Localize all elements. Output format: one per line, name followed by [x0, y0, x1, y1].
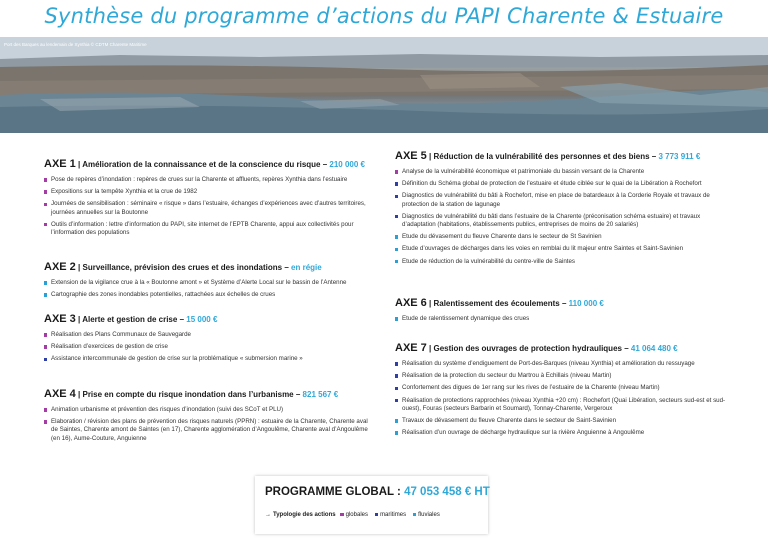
- square-bullet-icon: [44, 178, 47, 181]
- axe-title: Réduction de la vulnérabilité des personnes et des biens: [433, 152, 650, 161]
- axe-amount: 110 000 €: [568, 299, 604, 308]
- axe-number: AXE 5: [395, 150, 427, 162]
- action-item-text: Réalisation d’un ouvrage de décharge hydraulique sur la rivière Anguienne à Angoulême: [402, 429, 645, 437]
- action-item: [395, 213, 735, 229]
- axe-dash: –: [621, 344, 631, 353]
- action-item-text: Etude du dévasement du fleuve Charente dans le secteur de St Savinien: [402, 233, 602, 241]
- action-item-text: Réalisation de la protection du secteur du Martrou à Echillais (niveau Martin): [402, 372, 612, 380]
- axe-separator: |: [426, 152, 434, 161]
- axe-block: [44, 261, 374, 299]
- action-item-text: Assistance intercommunale de gestion de crise sur la problématique « submersion marine »: [51, 355, 303, 363]
- axe-amount: 821 567 €: [302, 390, 339, 399]
- action-item-text: Expositions sur la tempête Xynthia et la crue de 1982: [51, 188, 198, 196]
- square-icon: [413, 513, 416, 516]
- action-item-text: Animation urbanisme et prévention des risques d’inondation (suivi des SCoT et PLU): [51, 406, 284, 413]
- global-program-line: [265, 486, 490, 498]
- square-bullet-icon: [395, 317, 398, 320]
- axe-number: AXE 4: [44, 388, 76, 400]
- action-item-text: Journées de sensibilisation : séminaire « risque » dans l’estuaire, échanges d’expériences avec d’autres territoires, journées annuelles sur la Boutonne: [51, 200, 366, 216]
- square-bullet-icon: [395, 431, 398, 434]
- legend-label: Typologie des actions: [273, 512, 336, 518]
- action-type-legend: [265, 512, 445, 518]
- axe-heading: [44, 388, 374, 400]
- action-item: [395, 258, 735, 266]
- axe-heading: [44, 158, 374, 170]
- action-item-text: Travaux de dévasement du fleuve Charente dans le secteur de Saint-Savinien: [402, 417, 617, 425]
- action-item: [44, 406, 374, 414]
- axe-title: Surveillance, prévision des crues et des inondations: [82, 263, 283, 272]
- square-bullet-icon: [395, 362, 398, 365]
- action-item: [395, 372, 735, 380]
- global-program-box: [255, 476, 488, 534]
- action-item-text: Etude de ralentissement dynamique des crues: [402, 315, 530, 322]
- axe-separator: |: [75, 263, 83, 272]
- action-item-text: Etude de réduction de la vulnérabilité du centre-ville de Saintes: [402, 257, 576, 265]
- axe-amount: 15 000 €: [186, 315, 218, 324]
- action-item: [395, 192, 735, 208]
- legend-item-globale: globales: [340, 512, 368, 518]
- action-item-text: Réalisation des Plans Communaux de Sauvegarde: [51, 331, 191, 338]
- square-bullet-icon: [395, 419, 398, 422]
- axe-block: [44, 388, 374, 443]
- square-bullet-icon: [44, 420, 47, 423]
- axe-amount: en régie: [291, 263, 322, 272]
- flood-landscape-illustration: [0, 37, 768, 133]
- axe-dash: –: [320, 160, 330, 169]
- action-item: [44, 176, 374, 184]
- square-bullet-icon: [44, 281, 47, 284]
- action-item: [44, 418, 374, 443]
- square-bullet-icon: [44, 223, 47, 226]
- action-item-text: Elaboration / révision des plans de prévention des risques naturels (PPRN) : estuaire de la Charente, Charente aval de Saintes, Charente amont de Saintes (en 17), Charente agglomération d’Angoulême, Charente aval d’Angoulême (en 16), Aume-Couture, Anguienne: [51, 418, 368, 442]
- axe-separator: |: [75, 390, 83, 399]
- action-item: [395, 429, 735, 437]
- axe-separator: |: [426, 299, 434, 308]
- action-item: [395, 180, 735, 188]
- axe-title: Amélioration de la connaissance et de la conscience du risque: [82, 160, 321, 169]
- square-bullet-icon: [395, 235, 398, 238]
- axe-heading: [395, 150, 735, 162]
- axe-dash: –: [282, 263, 292, 272]
- axe-number: AXE 1: [44, 158, 76, 170]
- square-bullet-icon: [395, 182, 398, 185]
- action-item-text: Pose de repères d’inondation : repères de crues sur la Charente et affluents, repères Xynthia dans l’estuaire: [51, 176, 348, 183]
- axe-title: Alerte et gestion de crise: [82, 315, 178, 324]
- action-item: [395, 397, 735, 413]
- action-item: [44, 188, 374, 196]
- axe-dash: –: [559, 299, 569, 308]
- action-item-text: Réalisation d’exercices de gestion de crise: [51, 343, 168, 351]
- banner-photo: [0, 37, 768, 133]
- square-bullet-icon: [395, 248, 398, 251]
- action-item: [44, 343, 374, 351]
- axe-block: [395, 150, 735, 266]
- action-item: [44, 200, 374, 216]
- square-bullet-icon: [395, 374, 398, 377]
- square-bullet-icon: [395, 387, 398, 390]
- axe-heading: [395, 297, 735, 309]
- axe-number: AXE 6: [395, 297, 427, 309]
- action-item: [395, 245, 735, 253]
- square-icon: [340, 513, 343, 516]
- axe-block: [44, 313, 374, 364]
- square-bullet-icon: [395, 399, 398, 402]
- action-item: [395, 233, 735, 241]
- axe-heading: [44, 313, 374, 325]
- square-bullet-icon: [44, 333, 47, 336]
- square-icon: [375, 513, 378, 516]
- action-item-text: Analyse de la vulnérabilité économique et patrimoniale du bassin versant de la Charente: [402, 168, 645, 175]
- legend-item-maritime: maritimes: [375, 512, 406, 518]
- axe-title: Ralentissement des écoulements: [433, 299, 560, 308]
- action-item: [44, 331, 374, 339]
- square-bullet-icon: [44, 358, 47, 361]
- square-bullet-icon: [44, 293, 47, 296]
- legend-item-fluviale: fluviales: [413, 512, 440, 518]
- action-item: [395, 384, 735, 392]
- action-item: [44, 221, 374, 237]
- axe-amount: 210 000 €: [329, 160, 365, 169]
- square-bullet-icon: [44, 345, 47, 348]
- square-bullet-icon: [395, 195, 398, 198]
- axe-dash: –: [649, 152, 659, 161]
- action-item-text: Outils d’information : lettre d’information du PAPI, site internet de l’EPTB Charente, appui aux collectivités pour l’information des populations: [51, 220, 354, 237]
- global-program-label: PROGRAMME GLOBAL :: [265, 486, 405, 498]
- axe-dash: –: [293, 390, 303, 399]
- axe-block: [395, 342, 735, 437]
- action-item-text: Etude d’ouvrages de décharges dans les voies en remblai du lit majeur entre Saintes et Saint-Savinien: [402, 245, 684, 253]
- axe-amount: 41 064 480 €: [630, 344, 678, 353]
- axe-separator: |: [75, 315, 83, 324]
- action-item: [395, 360, 735, 368]
- axe-dash: –: [177, 315, 187, 324]
- axe-title: Gestion des ouvrages de protection hydrauliques: [433, 344, 622, 353]
- action-item-text: Diagnostics de vulnérabilité du bâti dans l’estuaire de la Charente (préconisation schéma estuaire) et travaux d’adaptation (habitations, établissements publics, entreprises de moins de 20 salariés): [402, 212, 701, 229]
- action-item-text: Confortement des digues de 1er rang sur les rives de l’estuaire de la Charente (niveau Martin): [402, 384, 660, 392]
- square-bullet-icon: [395, 260, 398, 263]
- axe-heading: [44, 261, 374, 273]
- arrow-right-icon: →: [265, 512, 271, 518]
- action-item-text: Extension de la vigilance crue à la « Boutonne amont » et Système d’Alerte Local sur le bassin de l’Antenne: [51, 279, 347, 286]
- axe-number: AXE 2: [44, 261, 76, 273]
- axe-number: AXE 7: [395, 342, 427, 354]
- action-item: [395, 168, 735, 176]
- action-item-text: Diagnostics de vulnérabilité du bâti à Rochefort, mise en place de batardeaux à la Corderie Royale et travaux de protection de la station de lagunage: [402, 192, 710, 208]
- square-bullet-icon: [395, 170, 398, 173]
- axe-amount: 3 773 911 €: [658, 152, 701, 161]
- axe-block: [44, 158, 374, 237]
- action-item: [44, 291, 374, 299]
- action-item: [44, 355, 374, 363]
- photo-credit: Port des Barques au lendemain de Xynthia © CDTM Charente Maritime: [4, 42, 147, 47]
- axe-block: [395, 297, 735, 323]
- action-item: [395, 417, 735, 425]
- square-bullet-icon: [44, 408, 47, 411]
- page-title: Synthèse du programme d’actions du PAPI Charente & Estuaire: [44, 4, 724, 28]
- action-item: [395, 315, 735, 323]
- action-item-text: Cartographie des zones inondables potentielles, rattachées aux échelles de crues: [51, 291, 276, 299]
- square-bullet-icon: [44, 203, 47, 206]
- action-item-text: Définition du Schéma global de protection de l’estuaire et étude ciblée sur le quai de la Libération à Rochefort: [402, 180, 702, 188]
- action-item-text: Réalisation du système d’endiguement de Port-des-Barques (niveau Xynthia) et amélioration du ressuyage: [402, 360, 695, 367]
- axe-number: AXE 3: [44, 313, 76, 325]
- action-item-text: Réalisation de protections rapprochées (niveau Xynthia +20 cm) : Rochefort (Quai Libération, secteurs sud-est et sud-ouest), Fouras (secteurs Barbarin et Soumard), Tonnay-Charente, Vergeroux: [402, 396, 726, 412]
- global-program-amount: 47 053 458 € HT: [404, 486, 490, 498]
- axe-title: Prise en compte du risque inondation dans l’urbanisme: [82, 390, 294, 399]
- square-bullet-icon: [395, 215, 398, 218]
- axe-separator: |: [75, 160, 83, 169]
- axe-heading: [395, 342, 735, 354]
- axe-separator: |: [426, 344, 434, 353]
- square-bullet-icon: [44, 190, 47, 193]
- action-item: [44, 279, 374, 287]
